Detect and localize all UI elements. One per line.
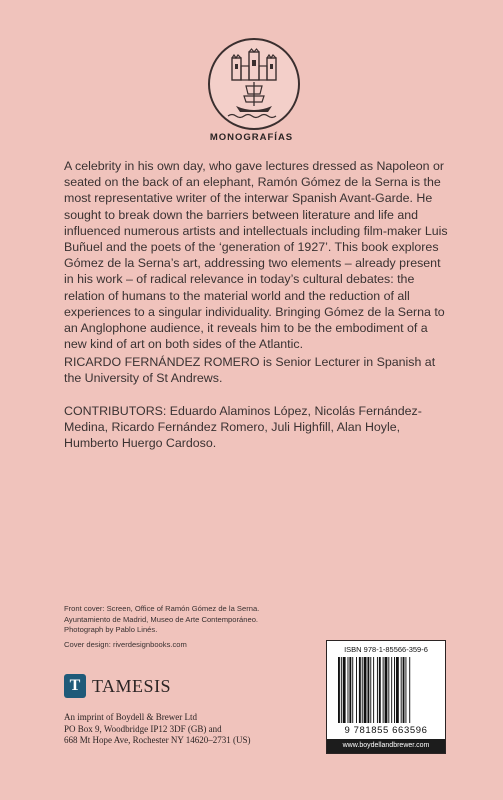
series-logo-emblem <box>208 38 300 130</box>
publisher-imprint <box>64 712 324 747</box>
tamesis-logo-icon: T <box>64 674 86 698</box>
series-label: MONOGRAFÍAS <box>209 132 294 143</box>
isbn-label: ISBN 978-1-85566-359-6 <box>344 645 428 654</box>
imprint-line: An imprint of Boydell & Brewer Ltd <box>64 712 197 722</box>
cover-photo-credit: Front cover: Screen, Office of Ramón Gómez de la Serna. Ayuntamiento de Madrid, Museo de Arte Contemporáneo. Photograph by Pablo Linés. <box>64 604 260 635</box>
barcode-icon <box>336 657 436 723</box>
publisher-name: TAMESIS <box>92 676 172 696</box>
author-bio: RICARDO FERNÁNDEZ ROMERO is Senior Lecturer in Spanish at the University of St Andrews. <box>64 355 436 386</box>
imprint-line: 668 Mt Hope Ave, Rochester NY 14620–2731 (US) <box>64 735 251 745</box>
barcode-number: 9 781855 663596 <box>344 725 428 736</box>
castle-ship-icon <box>210 40 298 128</box>
barcode-box <box>326 640 446 754</box>
publisher-website: www.boydellandbrewer.com <box>327 739 445 753</box>
blurb-paragraph: A celebrity in his own day, who gave lectures dressed as Napoleon or seated on the back of an elephant, Ramón Gómez de la Serna is the most representative writer of the interwar Spanish Avant-Garde. He sought to break down the barriers between literature and life and influenced numerous artists and intellectuals including film-maker Luis Buñuel and the poets of the ‘generation of 1927’. This book explores Gómez de la Serna’s art, addressing two elements – already present in his work – of radical relevance in today’s cultural debates: the relation of humans to the material world and the reduction of all experiences to a singular individuality. Bringing Gómez de la Serna to an Anglophone audience, it reveals him to be the embodiment of a new kind of art on both sides of the Atlantic. <box>64 159 448 352</box>
cover-design-credit: Cover design: riverdesignbooks.com <box>64 640 187 649</box>
contributors-list: CONTRIBUTORS: Eduardo Alaminos López, Nicolás Fernández-Medina, Ricardo Fernández Romero, Juli Highfill, Alan Hoyle, Humberto Huergo Cardoso. <box>64 404 422 451</box>
imprint-line: PO Box 9, Woodbridge IP12 3DF (GB) and <box>64 723 222 734</box>
